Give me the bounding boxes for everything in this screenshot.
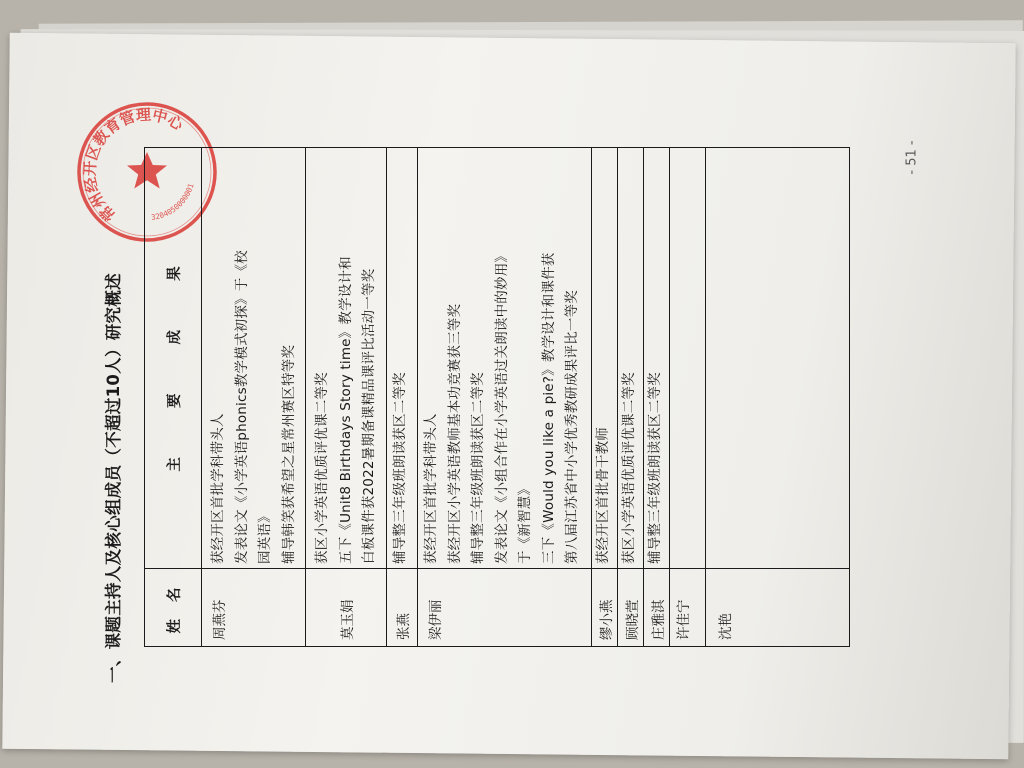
member-achievements: [644, 148, 669, 568]
header-achievements: 主 要 成 果: [166, 244, 183, 472]
svg-text:3204050000001: 3204050000001: [150, 182, 196, 223]
achievement-line: 辅导整三年级班朗读获区二等奖: [470, 372, 486, 564]
achievement-line: 获区小学英语优质评优课二等奖: [314, 372, 330, 564]
document-content: [94, 137, 854, 697]
member-achievements: [418, 148, 591, 568]
achievement-line: 五下《Unit8 Birthdays Story time》教学设计和: [337, 256, 354, 564]
member-name: 莫玉娟: [340, 599, 356, 640]
member-name: 庄雅淇: [650, 599, 667, 640]
member-achievements: [706, 148, 851, 568]
member-achievements: [387, 148, 417, 568]
table-header-row: [145, 148, 202, 646]
members-table: [144, 147, 850, 647]
table-row: [387, 148, 418, 646]
table-row: [202, 148, 306, 646]
achievement-line: 第八届江苏省中小学优秀教研成果评比一等奖: [564, 290, 580, 564]
header-name: 姓 名: [166, 581, 183, 634]
achievement-line: 发表论文《小组合作在小学英语过关朗读中的妙用》: [493, 248, 510, 564]
table-row: [306, 148, 387, 646]
achievement-line: 辅导韩笑获希望之星常州赛区特等奖: [280, 344, 297, 564]
achievement-line: 获经开区首批学科带头人: [423, 413, 439, 564]
table-row: [644, 148, 670, 646]
page-number: - 51 -: [904, 140, 920, 175]
achievement-line: 辅导整三年级班朗读获区二等奖: [392, 372, 408, 564]
table-row: [418, 148, 592, 646]
achievement-line: 白板课件获2022暑期备课精品课评比活动一等奖: [361, 268, 377, 564]
member-achievements: [618, 148, 643, 568]
section-title: 一、课题主持人及核心组成员（不超过10人）研究概述: [104, 273, 123, 683]
member-name: 顾晓萱: [624, 599, 641, 640]
table-row: [706, 148, 851, 646]
member-name: 缪小燕: [598, 599, 615, 640]
member-name: 梁伊丽: [428, 599, 444, 640]
achievement-line: 于《新智慧》: [517, 481, 533, 564]
member-name: 沈艳: [718, 613, 734, 640]
member-name: 周燕芬: [212, 599, 228, 640]
achievement-line: 三下《Would you like a pie?》教学设计和课件获: [540, 252, 557, 564]
achievement-line: 辅导整三年级班朗读获区二等奖: [647, 372, 663, 564]
member-achievements: [202, 148, 305, 568]
achievement-line: 获区小学英语优质评优课二等奖: [621, 372, 637, 564]
member-achievements: [306, 148, 386, 568]
achievement-line: 园英语》: [257, 509, 273, 564]
member-name: 许佳宁: [676, 599, 692, 640]
member-achievements: [670, 148, 705, 568]
svg-text:常州经开区教育管理中心: 常州经开区教育管理中心: [80, 105, 187, 225]
table-row: [592, 148, 618, 646]
table-row: [618, 148, 644, 646]
member-achievements: [592, 148, 617, 568]
achievement-line: 获经开区首批学科带头人: [210, 413, 226, 564]
achievement-line: 获经开区首批骨干教师: [595, 427, 611, 564]
achievement-line: 发表论文《小学英语phonics教学模式初探》于《校: [233, 250, 250, 564]
table-row: [670, 148, 706, 646]
achievement-line: 获经开区小学英语教师基本功竞赛获三等奖: [446, 303, 463, 564]
member-name: 张燕: [396, 613, 412, 640]
